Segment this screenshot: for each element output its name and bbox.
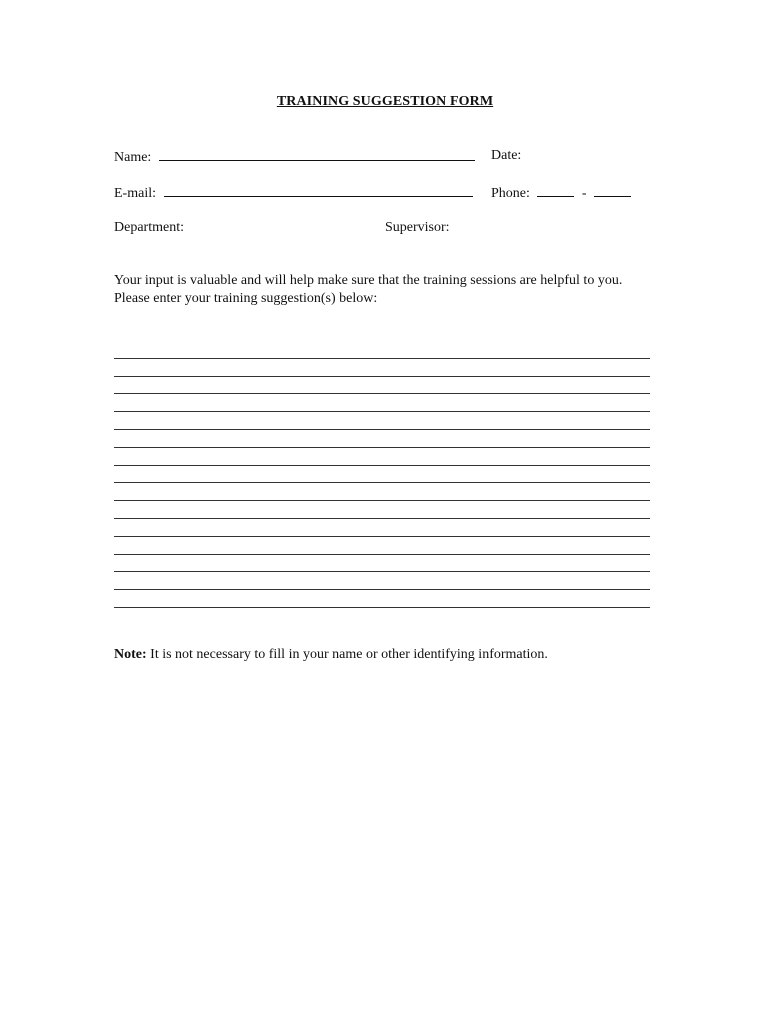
suggestion-line[interactable] [114,519,650,537]
suggestion-line[interactable] [114,341,650,359]
name-row [114,148,475,166]
phone-row [491,184,631,202]
note [114,647,548,663]
suggestion-line[interactable] [114,394,650,412]
department-label: Department: [114,220,184,235]
phone-separator: - [581,186,587,201]
name-field[interactable] [159,148,475,161]
suggestion-line[interactable] [114,590,650,608]
email-field[interactable] [164,184,473,197]
suggestion-line[interactable] [114,483,650,501]
note-label: Note: [114,647,147,662]
suggestion-line[interactable] [114,430,650,448]
suggestion-line[interactable] [114,466,650,484]
date-label: Date: [491,148,522,163]
email-row [114,184,473,202]
suggestion-line[interactable] [114,537,650,555]
phone-area-field[interactable] [537,184,574,197]
suggestion-line[interactable] [114,377,650,395]
name-label: Name: [114,150,152,165]
suggestion-lines[interactable] [114,341,650,608]
suggestion-line[interactable] [114,412,650,430]
form-title: TRAINING SUGGESTION FORM [276,94,494,109]
phone-number-field[interactable] [594,184,631,197]
instructions-paragraph: Your input is valuable and will help make sure that the training sessions are helpful to you. Please enter your training suggestion(s) below: [114,273,623,306]
supervisor-label: Supervisor: [385,220,450,235]
note-text: It is not necessary to fill in your name or other identifying information. [146,647,548,662]
suggestion-line[interactable] [114,555,650,573]
suggestion-line[interactable] [114,572,650,590]
suggestion-line[interactable] [114,501,650,519]
email-label: E-mail: [114,186,156,201]
date-row [491,148,521,164]
suggestion-line[interactable] [114,359,650,377]
phone-label: Phone: [491,186,530,201]
suggestion-line[interactable] [114,448,650,466]
